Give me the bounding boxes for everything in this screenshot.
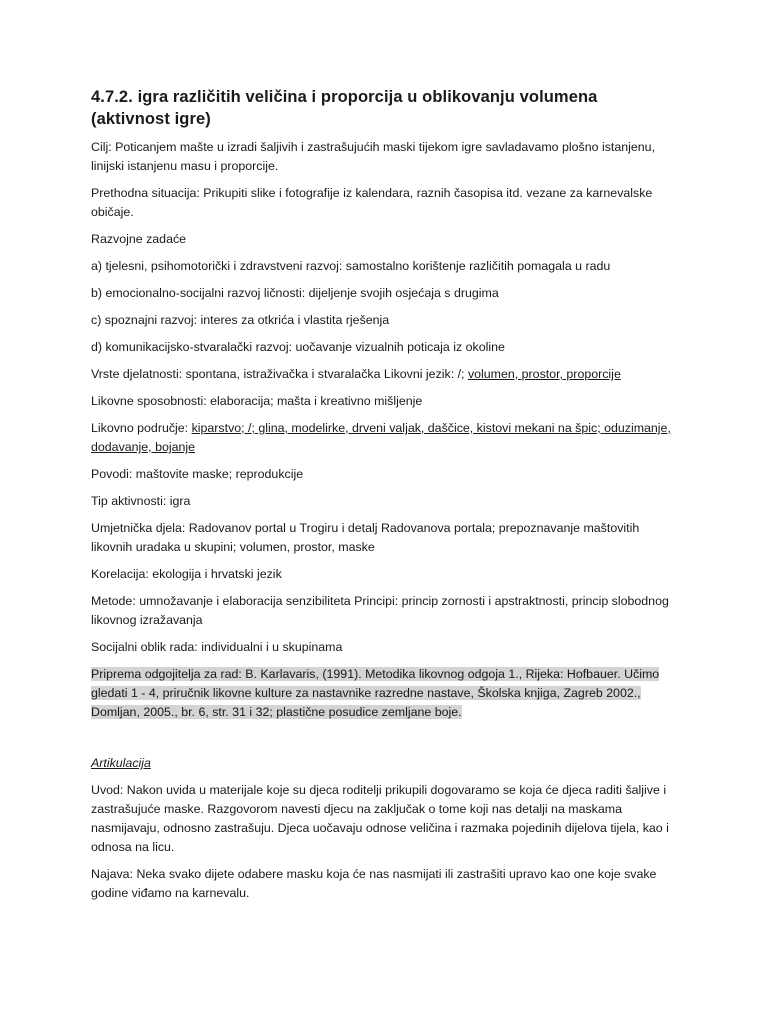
document-page — [91, 86, 671, 911]
povodi-paragraph: Povodi: maštovite maske; reprodukcije — [91, 467, 304, 481]
cilj-paragraph: Cilj: Poticanjem mašte u izradi šaljivih i zastrašujućih maski tijekom igre savladavamo plošno istanjenu, linijski istanjenu masu i proporcije. — [91, 140, 656, 173]
razvojne-item-a: a) tjelesni, psihomotorički i zdravstveni razvoj: samostalno korištenje različitih pomagala u radu — [91, 259, 611, 273]
razvojne-item-d: d) komunikacijsko-stvaralački razvoj: uočavanje vizualnih poticaja iz okoline — [91, 340, 505, 354]
umjetnicka-paragraph: Umjetnička djela: Radovanov portal u Trogiru i detalj Radovanova portala; prepoznavanje maštovitih likovnih uradaka u skupini; volumen, prostor, maske — [91, 521, 640, 554]
artikulacija-heading — [91, 754, 671, 773]
razvojne-heading: Razvojne zadaće — [91, 232, 187, 246]
prethodna-paragraph: Prethodna situacija: Prikupiti slike i fotografije iz kalendara, raznih časopisa itd. vezane za karnevalske običaje. — [91, 186, 653, 219]
najava-paragraph: Najava: Neka svako dijete odabere masku koja će nas nasmijati ili zastrašiti upravo kao one koje svake godine viđamo na karnevalu. — [91, 867, 657, 900]
priprema-highlight: Priprema odgojitelja za rad: B. Karlavaris, (1991). Metodika likovnog odgoja 1., Rijeka: Hofbauer. Učimo gledati 1 - 4, priručnik likovne kulture za nastavnike razredne nastave, Školska knjiga, Zagreb 2002., Domljan, 2005., br. 6, str. 31 i 32; plastične posudice zemljane boje. — [91, 667, 660, 719]
podrucje-underlined: kiparstvo; /; glina, modelirke, drveni valjak, daščice, kistovi mekani na špic; oduzimanje, dodavanje, bojanje — [91, 421, 671, 454]
razvojne-item-c: c) spoznajni razvoj: interes za otkrića i vlastita rješenja — [91, 313, 390, 327]
uvod-paragraph: Uvod: Nakon uvida u materijale koje su djeca roditelji prikupili dogovaramo se koja će djeca raditi šaljive i zastrašujuće maske. Razgovorom navesti djecu na zaključak o tome koji nas detalji na maskama nasmijavaju, odnosno zastrašuju. Djeca uočavaju odnose veličina i razmaka pojedinih dijelova tijela, kao i odnosa na licu. — [91, 783, 669, 854]
vrste-paragraph — [91, 365, 671, 384]
podrucje-prefix: Likovno područje: — [91, 421, 192, 435]
priprema-paragraph — [91, 665, 671, 722]
vrste-prefix: Vrste djelatnosti: spontana, istraživačka i stvaralačka Likovni jezik: /; — [91, 367, 468, 381]
metode-paragraph: Metode: umnožavanje i elaboracija senzibiliteta Principi: princip zornosti i apstraktnosti, princip slobodnog likovnog izražavanja — [91, 594, 669, 627]
socijalni-paragraph: Socijalni oblik rada: individualni i u skupinama — [91, 640, 343, 654]
podrucje-paragraph — [91, 419, 671, 457]
razvojne-item-b: b) emocionalno-socijalni razvoj ličnosti: dijeljenje svojih osjećaja s drugima — [91, 286, 499, 300]
section-title: 4.7.2. igra različitih veličina i proporcija u oblikovanju volumena (aktivnost igre) — [91, 88, 598, 128]
artikulacija-label: Artikulacija — [91, 756, 151, 770]
sposobnosti-paragraph: Likovne sposobnosti: elaboracija; mašta i kreativno mišljenje — [91, 394, 423, 408]
korelacija-paragraph: Korelacija: ekologija i hrvatski jezik — [91, 567, 282, 581]
vrste-underlined: volumen, prostor, proporcije — [467, 367, 621, 381]
tip-paragraph: Tip aktivnosti: igra — [91, 494, 191, 508]
